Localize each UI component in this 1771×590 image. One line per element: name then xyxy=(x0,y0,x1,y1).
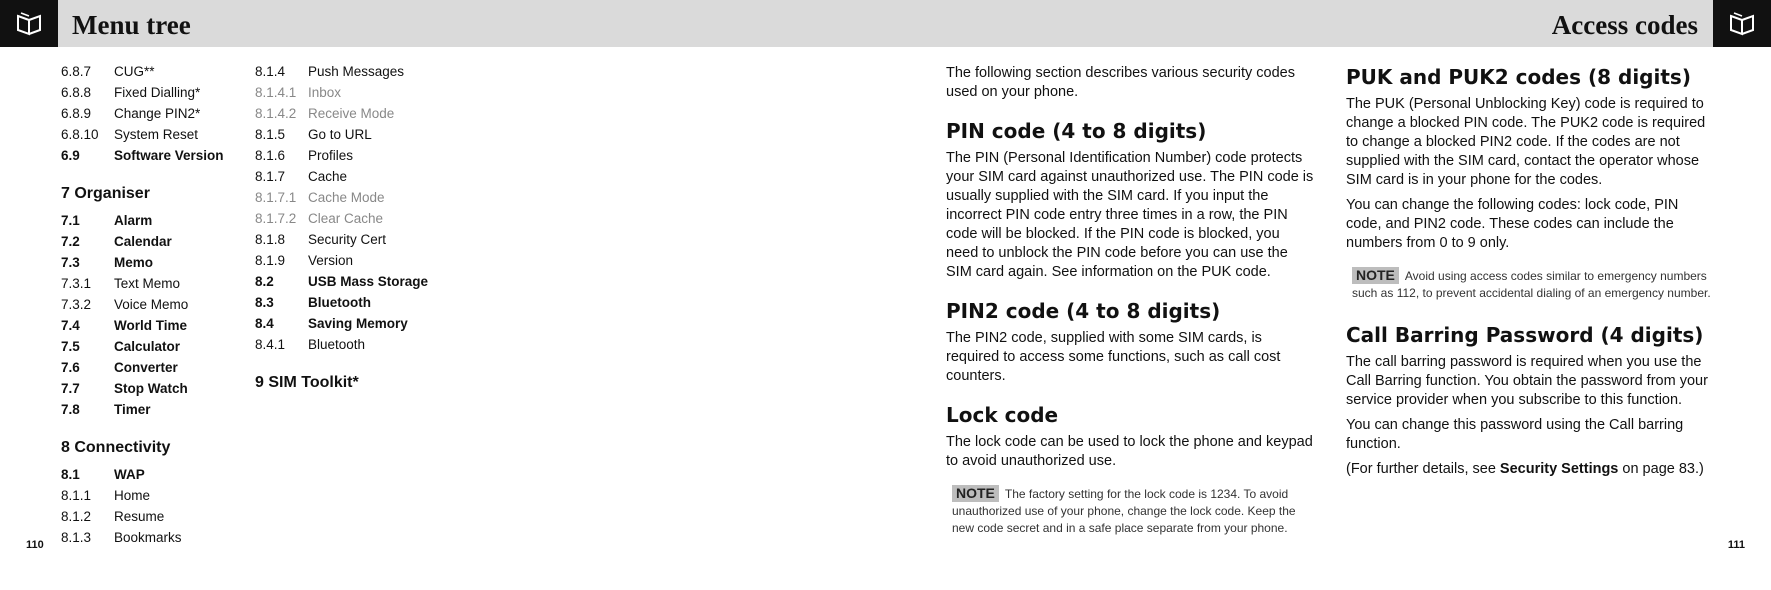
menu-number: 8.1.9 xyxy=(255,253,286,268)
menu-row xyxy=(61,82,251,103)
menu-number: 8.4 xyxy=(255,316,274,331)
menu-number: 8.1.4.2 xyxy=(255,106,297,121)
menu-row xyxy=(255,334,455,355)
menu-label: Version xyxy=(308,253,354,268)
puk-text: The PUK (Personal Unblocking Key) code is required to change a blocked PIN code. The PUK2 code is required to change a blocked PIN2 code. If the codes are not supplied with the SIM card, contact the operator whose SIM card is in your phone for the codes. xyxy=(1346,96,1706,188)
menu-tree-column-1 xyxy=(61,61,251,548)
menu-row xyxy=(255,187,455,208)
menu-number: 8.1.7.1 xyxy=(255,190,297,205)
menu-number: 8.1.6 xyxy=(255,148,286,163)
note-badge: NOTE xyxy=(952,485,999,502)
menu-label: Timer xyxy=(114,402,151,417)
book-icon xyxy=(1713,0,1771,47)
menu-label: Resume xyxy=(114,509,165,524)
menu-row xyxy=(61,294,251,315)
menu-label: Converter xyxy=(114,360,178,375)
section-heading-organiser: 7 Organiser xyxy=(61,185,150,202)
puk-note xyxy=(1352,267,1716,302)
menu-label: Bookmarks xyxy=(114,530,182,545)
menu-row xyxy=(61,357,251,378)
pin2-text: The PIN2 code, supplied with some SIM cards, is required to access some functions, such as call cost counters. xyxy=(946,330,1281,384)
menu-row xyxy=(255,250,455,271)
barring-text-2: You can change this password using the Call barring function. xyxy=(1346,417,1684,452)
barring-heading: Call Barring Password (4 digits) xyxy=(1346,323,1704,347)
book-icon xyxy=(0,0,58,47)
menu-row xyxy=(61,485,251,506)
menu-row xyxy=(255,313,455,334)
menu-number: 7.7 xyxy=(61,381,80,396)
menu-number: 8.1 xyxy=(61,467,80,482)
menu-number: 6.8.9 xyxy=(61,106,92,121)
menu-row xyxy=(61,378,251,399)
menu-row xyxy=(61,145,251,166)
page-number-right: 111 xyxy=(1727,539,1745,551)
menu-number: 8.1.5 xyxy=(255,127,286,142)
menu-number: 8.1.4 xyxy=(255,64,286,79)
lock-note-text: The factory setting for the lock code is 1234. To avoid unauthorized use of your phone, change the lock code. Keep the new code secret and in a safe place separate from your phone. xyxy=(952,487,1296,535)
menu-row xyxy=(255,166,455,187)
menu-label: WAP xyxy=(114,467,145,482)
menu-label: Bluetooth xyxy=(308,337,366,352)
access-codes-column-2 xyxy=(1346,64,1716,485)
menu-number: 6.8.7 xyxy=(61,64,92,79)
menu-number: 8.2 xyxy=(255,274,274,289)
menu-label: Alarm xyxy=(114,213,153,228)
menu-number: 8.1.4.1 xyxy=(255,85,297,100)
menu-label: Push Messages xyxy=(308,64,405,79)
menu-row xyxy=(255,292,455,313)
menu-label: Security Cert xyxy=(308,232,387,247)
menu-row xyxy=(255,145,455,166)
menu-label: Profiles xyxy=(308,148,354,163)
menu-row xyxy=(61,273,251,294)
menu-label: Change PIN2* xyxy=(114,106,201,121)
intro-text: The following section describes various security codes used on your phone. xyxy=(946,65,1295,100)
menu-number: 7.1 xyxy=(61,213,80,228)
menu-number: 7.6 xyxy=(61,360,80,375)
page-title-access-codes: Access codes xyxy=(1551,10,1698,40)
menu-label: Calendar xyxy=(114,234,172,249)
menu-number: 6.8.10 xyxy=(61,127,99,142)
menu-row xyxy=(255,208,455,229)
menu-label: Memo xyxy=(114,255,154,270)
barring-reference xyxy=(1346,460,1716,479)
menu-label: Clear Cache xyxy=(308,211,384,226)
page-number-left: 110 xyxy=(26,539,44,551)
menu-number: 7.5 xyxy=(61,339,80,354)
pin-text: The PIN (Personal Identification Number) code protects your SIM card against unauthorized use. The PIN code is usually supplied with the SIM card. If you input the incorrect PIN code entry three times in a row, the PIN code will be blocked. If the PIN code is blocked, you need to unblock the PIN code before you can use the SIM card again. See information on the PUK code. xyxy=(946,150,1314,280)
access-codes-column-1 xyxy=(946,64,1314,537)
menu-number: 8.4.1 xyxy=(255,337,286,352)
menu-number: 8.1.8 xyxy=(255,232,286,247)
lock-note xyxy=(952,485,1314,537)
menu-number: 6.9 xyxy=(61,148,80,163)
menu-number: 7.3.2 xyxy=(61,297,92,312)
menu-label: CUG** xyxy=(114,64,155,79)
menu-number: 8.1.7 xyxy=(255,169,286,184)
lock-heading: Lock code xyxy=(946,403,1059,427)
menu-row xyxy=(61,315,251,336)
menu-label: Saving Memory xyxy=(308,316,408,331)
barring-text: The call barring password is required when you use the Call Barring function. You obtain the password from your service provider when you subscribe to this function. xyxy=(1346,354,1708,408)
menu-label: Fixed Dialling* xyxy=(114,85,201,100)
menu-label: Home xyxy=(114,488,151,503)
menu-label: Calculator xyxy=(114,339,181,354)
menu-row xyxy=(255,61,455,82)
reference-prefix: (For further details, see xyxy=(1346,461,1500,477)
menu-label: Software Version xyxy=(114,148,224,163)
pin2-heading: PIN2 code (4 to 8 digits) xyxy=(946,299,1221,323)
reference-suffix: on page 83.) xyxy=(1618,461,1704,477)
puk-note-text: Avoid using access codes similar to emergency numbers such as 112, to prevent accidental dialing of an emergency number. xyxy=(1352,269,1711,300)
menu-label: Receive Mode xyxy=(308,106,395,121)
menu-row xyxy=(61,527,251,548)
menu-row xyxy=(61,399,251,420)
section-heading-connectivity: 8 Connectivity xyxy=(61,439,171,456)
menu-row xyxy=(61,506,251,527)
menu-row xyxy=(61,336,251,357)
menu-number: 8.1.3 xyxy=(61,530,92,545)
menu-number: 7.8 xyxy=(61,402,80,417)
menu-row xyxy=(61,464,251,485)
menu-number: 7.2 xyxy=(61,234,80,249)
menu-label: Inbox xyxy=(308,85,342,100)
page-title-menu-tree: Menu tree xyxy=(72,10,191,40)
section-heading-sim-toolkit: 9 SIM Toolkit* xyxy=(255,374,359,391)
menu-label: Go to URL xyxy=(308,127,372,142)
menu-row xyxy=(255,124,455,145)
menu-number: 6.8.8 xyxy=(61,85,92,100)
menu-label: Cache xyxy=(308,169,348,184)
menu-row xyxy=(61,231,251,252)
menu-tree-column-2 xyxy=(255,61,455,399)
menu-row xyxy=(255,229,455,250)
menu-label: USB Mass Storage xyxy=(308,274,429,289)
menu-label: World Time xyxy=(114,318,188,333)
menu-label: Bluetooth xyxy=(308,295,371,310)
puk-heading: PUK and PUK2 codes (8 digits) xyxy=(1346,65,1691,89)
menu-number: 8.3 xyxy=(255,295,274,310)
menu-number: 8.1.2 xyxy=(61,509,92,524)
menu-label: Cache Mode xyxy=(308,190,385,205)
menu-row xyxy=(255,103,455,124)
menu-row xyxy=(255,271,455,292)
menu-number: 8.1.7.2 xyxy=(255,211,297,226)
lock-text: The lock code can be used to lock the phone and keypad to avoid unauthorized use. xyxy=(946,434,1313,469)
menu-number: 7.3 xyxy=(61,255,80,270)
menu-row xyxy=(255,82,455,103)
reference-security-settings: Security Settings xyxy=(1499,461,1619,477)
menu-number: 8.1.1 xyxy=(61,488,92,503)
menu-row xyxy=(61,252,251,273)
menu-row xyxy=(61,210,251,231)
menu-label: Voice Memo xyxy=(114,297,189,312)
menu-row xyxy=(61,124,251,145)
menu-row xyxy=(61,103,251,124)
menu-label: System Reset xyxy=(114,127,199,142)
menu-label: Stop Watch xyxy=(114,381,188,396)
note-badge: NOTE xyxy=(1352,267,1399,284)
menu-number: 7.3.1 xyxy=(61,276,92,291)
pin-heading: PIN code (4 to 8 digits) xyxy=(946,119,1207,143)
menu-number: 7.4 xyxy=(61,318,80,333)
menu-row xyxy=(61,61,251,82)
puk-text-2: You can change the following codes: lock code, PIN code, and PIN2 code. These codes can include the numbers from 0 to 9 only. xyxy=(1346,197,1679,251)
menu-label: Text Memo xyxy=(114,276,181,291)
